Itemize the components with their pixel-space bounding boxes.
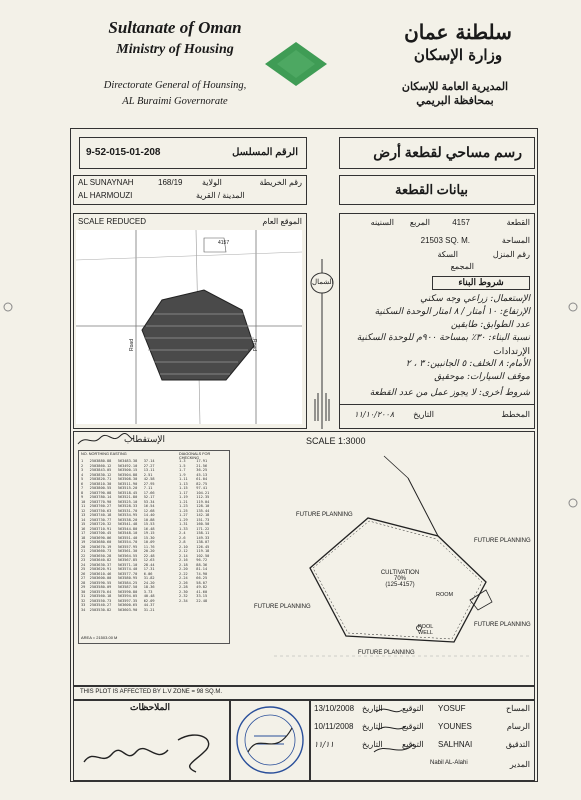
drafter-label: الرسام bbox=[506, 722, 530, 731]
ministry-emblem-icon bbox=[263, 40, 329, 88]
setbacks-title: الإرتدادات bbox=[493, 346, 530, 356]
map-number-label: رقم الخريطة bbox=[259, 178, 302, 187]
wilayat-label: الولاية bbox=[202, 178, 222, 187]
map-road-left: Road bbox=[128, 339, 135, 351]
drafter-date-label: التاريخ bbox=[362, 722, 383, 731]
english-country-title: Sultanate of Oman bbox=[108, 18, 242, 37]
english-subheader bbox=[90, 78, 260, 110]
location-box bbox=[73, 175, 307, 205]
binder-mark-icon bbox=[567, 300, 579, 314]
parking-condition: موقف السيارات: موحقيق bbox=[434, 372, 530, 382]
arabic-ministry-title: وزارة الإسكان bbox=[413, 46, 503, 64]
other-conditions: شروط أخرى: لا يجوز عمل من عدد القطعة bbox=[369, 388, 530, 398]
binder-mark-icon bbox=[567, 496, 579, 510]
ratio-condition: نسبة البناء: ٣٠٪ بمساحة ٩٠٠م للوحدة السكنية bbox=[356, 333, 530, 343]
drawing-scale: SCALE 1:3000 bbox=[306, 436, 366, 446]
map-number-value: 168/19 bbox=[158, 178, 183, 187]
surveyor-name: YOSUF bbox=[438, 704, 466, 713]
official-stamp-icon bbox=[230, 700, 310, 780]
location-map bbox=[76, 230, 302, 424]
use-condition: الإستعمال: زراعي وجه سكني bbox=[420, 294, 530, 304]
drafter-name: YOUNES bbox=[438, 722, 472, 731]
future-planning-bottom: FUTURE PLANNING bbox=[358, 650, 415, 656]
map-plot-marker: 4157 bbox=[218, 240, 230, 246]
future-planning-right: FUTURE PLANNING bbox=[474, 538, 531, 544]
document-title: رسم مساحي لقطعة أرض bbox=[373, 144, 522, 160]
date-label: التاريخ bbox=[413, 410, 434, 419]
drafter-sign-label: التوقيع bbox=[402, 722, 424, 731]
stamp-box bbox=[229, 699, 311, 781]
room-label: ROOM bbox=[436, 592, 454, 598]
remarks-label: الملاحظات bbox=[130, 702, 170, 712]
north-arrow bbox=[309, 259, 335, 429]
checker-date-label: التاريخ bbox=[362, 740, 383, 749]
plot-data-title: بيانات القطعة bbox=[395, 182, 468, 197]
arabic-header bbox=[368, 20, 548, 64]
cultivation-label bbox=[370, 570, 430, 588]
planner-label: المخطط bbox=[501, 410, 530, 419]
plot-number-row bbox=[344, 218, 530, 232]
floors-condition: عدد الطوابق: طابقين bbox=[450, 320, 530, 330]
surveyor-sign-label: التوقيع bbox=[402, 704, 424, 713]
complex-label: المجمع bbox=[450, 262, 474, 271]
serial-number: 9-52-015-01-208 bbox=[86, 147, 161, 158]
remarks-box bbox=[73, 699, 231, 781]
plot-data-title-box bbox=[339, 175, 535, 205]
coord-header-right: DIAGONALS FOR CHECKING bbox=[179, 452, 211, 460]
cultivation-percent: 70% bbox=[393, 576, 406, 582]
future-planning-top: FUTURE PLANNING bbox=[296, 512, 353, 518]
cultivation-text: CULTIVATION bbox=[380, 570, 420, 576]
arabic-governorate: بمحافظة البريمي bbox=[416, 95, 494, 107]
house-row bbox=[344, 250, 530, 264]
height-condition: الإرتفاع: ١٠ أمتار / ٨ امتار الوحدة السكنية bbox=[374, 307, 530, 317]
wilayat-value: AL SUNAYNAH bbox=[78, 178, 134, 187]
checker-name: SALHNAI bbox=[438, 740, 473, 749]
arabic-subheader bbox=[370, 80, 540, 108]
director-label: المدير bbox=[509, 760, 530, 769]
serial-label: الرقم المسلسل bbox=[232, 147, 298, 158]
area-value: 21503 SQ. M. bbox=[420, 236, 470, 245]
area-row bbox=[344, 236, 530, 250]
coordinates-table: NO. NORTHING EASTING DIAGONALS FOR CHECKING 1 2503880.88 563483.38 37.14 2 2503860.12 563492.10 27.27 3 2503843.05 563500.15 13.11 4 2503830.12 563504.88 2.51 5 2503820.71 563508.30 42.58 6 2503810.30 563511.90 27.95 7 2503800.55 563515.20 7.11 8 2503790.08 563518.45 17.66 9 2503780.14 563521.80 52.17 10 2503770.90 563525.10 53.34 11 2503760.27 563528.33 16.54 12 2503750.63 563531.70 12.68 13 2503740.18 563534.95 14.40 14 2503730.77 563538.20 10.88 15 2503720.32 563541.48 15.53 16 2503710.91 563544.80 16.48 17 2503700.45 563548.10 19.15 18 2503690.06 563551.40 15.30 19 2503680.60 563554.70 10.09 20 2503670.19 563557.95 11.76 21 2503660.73 563561.30 20.20 22 2503650.28 563564.55 22.48 23 2503640.82 563567.85 12.63 24 2503630.37 563571.10 28.44 25 2503620.91 563574.40 17.31 26 2503610.46 563577.70 6.06 27 2503600.00 563580.95 31.82 28 2503590.55 563584.25 24.20 29 2503580.09 563587.50 18.36 30 2503570.64 563590.80 3.73 31 2503560.18 563594.05 40.48 32 2503550.73 563597.35 62.09 33 2503540.27 563600.65 44.37 34 2503530.82 563603.90 31.21 1-3 17.91 1-5 21.56 1-7 36.25 1-9 45.13 1-11 61.04 1-13 82.75 1-15 97.41 1-17 104.21 1-19 112.35 1-21 119.04 1-23 128.10 1-25 135.44 1-27 142.18 1-29 151.73 1-31 160.50 1-33 171.22 2-4 158.11 2-6 149.33 2-8 138.07 2-10 126.45 2-12 119.18 2-14 102.50 2-16 96.72 2-18 88.36 2-20 81.14 2-22 74.90 2-24 66.25 2-26 58.07 2-28 49.82 2-30 41.60 2-32 33.15 2-34 22.48 AREA = 21503.00 M bbox=[78, 450, 230, 644]
checker-date: ١١/١١ bbox=[314, 740, 334, 749]
plot-drawing bbox=[234, 450, 530, 682]
lv-zone-notice: THIS PLOT IS AFFECTED BY L.V ZONE = 98 SQ.M. bbox=[80, 689, 222, 695]
future-planning-left: FUTURE PLANNING bbox=[254, 604, 311, 610]
serial-box bbox=[79, 137, 307, 169]
pool-label: POOL WELL bbox=[418, 624, 434, 636]
setbacks-values: الأمام: ٨ الخلف: ٥ الجانبين: ٣ ، ٢ bbox=[405, 359, 530, 369]
checker-label: التدقيق bbox=[505, 740, 530, 749]
surveyor-label: المساح bbox=[505, 704, 530, 713]
arabic-directorate: المديرية العامة للإسكان bbox=[401, 81, 509, 93]
cultivation-area: (125-4157) bbox=[385, 582, 415, 588]
english-governorate: AL Buraimi Governorate bbox=[122, 96, 228, 107]
location-map-box bbox=[73, 213, 307, 429]
future-planning-bottom-right: FUTURE PLANNING bbox=[474, 622, 531, 628]
director-name: Nabil AL-Alahi bbox=[430, 760, 468, 766]
house-number-label: رقم المنزل bbox=[492, 250, 530, 259]
general-location-label: الموقع العام bbox=[262, 217, 302, 226]
coord-header-left: NO. NORTHING EASTING bbox=[81, 452, 127, 456]
village-value: AL HARMOUZI bbox=[78, 191, 133, 200]
planning-date: ١١/١٠/٢٠٠٨ bbox=[354, 410, 394, 419]
surveyor-date: 13/10/2008 bbox=[314, 704, 355, 713]
survey-drawing-box bbox=[73, 431, 535, 687]
plot-number-label: القطعة bbox=[506, 218, 530, 227]
remarks-handwriting-icon bbox=[78, 722, 226, 776]
map-road-right: Road bbox=[250, 339, 257, 351]
plot-data-box bbox=[339, 213, 535, 429]
english-directorate: Directorate General of Hounsing, bbox=[103, 80, 247, 91]
plot-number-value: 4157 bbox=[452, 218, 470, 227]
title-box bbox=[339, 137, 535, 169]
binder-mark-icon bbox=[2, 300, 14, 314]
drafter-date: 10/11/2008 bbox=[314, 722, 354, 731]
english-ministry-title: Ministry of Housing bbox=[116, 42, 234, 57]
scale-reduced-label: SCALE REDUCED bbox=[78, 217, 147, 226]
surveyor-date-label: التاريخ bbox=[362, 704, 383, 713]
signatures-scribble-icon bbox=[366, 702, 446, 762]
sikka-label: السكة bbox=[437, 250, 458, 259]
village-label: المدينة / القرية bbox=[196, 191, 245, 200]
building-conditions-title: شروط البناء bbox=[432, 276, 530, 290]
english-header bbox=[100, 18, 250, 58]
survey-label: الإستقطاب bbox=[124, 434, 166, 444]
block-value: السنينه bbox=[370, 218, 394, 227]
north-label: الشمال bbox=[312, 279, 334, 286]
checker-sign-label: التوقيع bbox=[402, 740, 424, 749]
survey-signature-icon bbox=[76, 432, 136, 448]
arabic-country-title: سلطنة عمان bbox=[404, 20, 512, 44]
block-label: المربع bbox=[409, 218, 430, 227]
survey-form bbox=[70, 128, 538, 782]
signatures-box bbox=[309, 699, 535, 781]
coord-area-total: AREA = 21503.00 M bbox=[81, 635, 118, 640]
area-label: المساحة bbox=[501, 236, 530, 245]
